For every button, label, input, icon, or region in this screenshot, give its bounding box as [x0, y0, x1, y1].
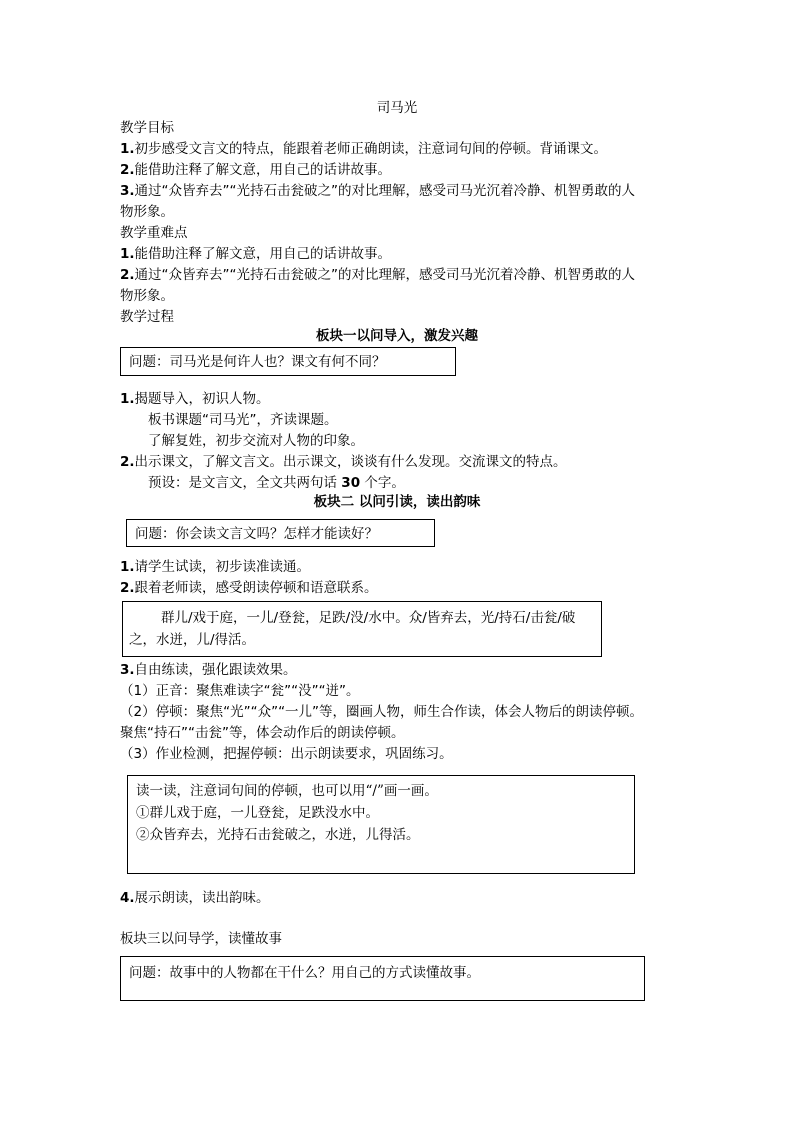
block2-question: 问题：你会读文言文吗？怎样才能读好？: [135, 526, 378, 542]
block2-step-4: 4.展示朗读，读出韵味。: [120, 890, 270, 906]
exercise-box: [127, 775, 635, 874]
key-point-2: 2.通过“众皆弃去”“光持石击瓮破之”的对比理解，感受司马光沉着冷静、机智勇敢的人: [120, 267, 636, 283]
block1-step-2: 2.出示课文，了解文言文。出示课文，谈谈有什么发现。交流课文的特点。: [120, 454, 567, 470]
block2-step-3c: （3）作业检测，把握停顿：出示朗读要求，巩固练习。: [120, 746, 453, 762]
passage-line-2: 之，水迸，儿/得活。: [129, 632, 256, 648]
block2-step-3a: （1）正音：聚焦难读字“瓮”“没”“迸”。: [120, 683, 360, 699]
goal-item-2: 2.能借助注释了解文意，用自己的话讲故事。: [120, 162, 392, 178]
block2-step-2: 2.跟着老师读，感受朗读停顿和语意联系。: [120, 580, 378, 596]
key-point-2-cont: 物形象。: [120, 288, 174, 304]
exercise-item-1: ①群儿戏于庭，一儿登瓮，足跌没水中。: [136, 805, 379, 821]
block2-title: 板块二 以问引读，读出韵味: [313, 494, 481, 510]
goals-heading: 教学目标: [120, 120, 174, 136]
block2-step-3b-cont: 聚焦“持石”“击瓮”等，体会动作后的朗读停顿。: [120, 725, 405, 741]
block2-step-1: 1.请学生试读，初步读准读通。: [120, 559, 311, 575]
block2-question-box: [126, 519, 435, 547]
passage-line-1: 群儿/戏于庭，一儿/登瓮，足跌/没/水中。众/皆弃去，光/持石/击瓮/破: [161, 610, 576, 626]
key-point-1: 1.能借助注释了解文意，用自己的话讲故事。: [120, 246, 392, 262]
process-heading: 教学过程: [120, 309, 174, 325]
passage-box: [122, 601, 602, 657]
exercise-item-2: ②众皆弃去，光持石击瓮破之，水迸，儿得活。: [136, 827, 420, 843]
exercise-title: 读一读，注意词句间的停顿，也可以用“/”画一画。: [136, 783, 438, 799]
key-points-heading: 教学重难点: [120, 225, 188, 241]
block1-question: 问题：司马光是何许人也？课文有何不同？: [129, 354, 386, 370]
block1-step-1a: 板书课题“司马光”，齐读课题。: [148, 412, 338, 428]
block3-question-box: [120, 956, 645, 1001]
block1-step-2a: 预设：是文言文，全文共两句话 30 个字。: [148, 475, 405, 491]
goal-item-3-cont: 物形象。: [120, 204, 174, 220]
block2-step-3: 3.自由练读，强化跟读效果。: [120, 662, 297, 678]
goal-item-3: 3.通过“众皆弃去”“光持石击瓮破之”的对比理解，感受司马光沉着冷静、机智勇敢的人: [120, 183, 636, 199]
document-title: 司马光: [376, 100, 418, 116]
block1-step-1b: 了解复姓，初步交流对人物的印象。: [148, 433, 364, 449]
block2-step-3b: （2）停顿：聚焦“光”“众”“一儿”等，圈画人物，师生合作读，体会人物后的朗读停顿。: [120, 704, 644, 720]
block1-question-box: [120, 347, 456, 376]
goal-item-1: 1.初步感受文言文的特点，能跟着老师正确朗读，注意词句间的停顿。背诵课文。: [120, 141, 608, 157]
block3-title: 板块三以问导学，读懂故事: [120, 931, 282, 947]
block1-step-1: 1.揭题导入，初识人物。: [120, 391, 270, 407]
block1-title: 板块一以问导入，激发兴趣: [316, 328, 478, 344]
block3-question: 问题：故事中的人物都在干什么？用自己的方式读懂故事。: [129, 965, 480, 981]
